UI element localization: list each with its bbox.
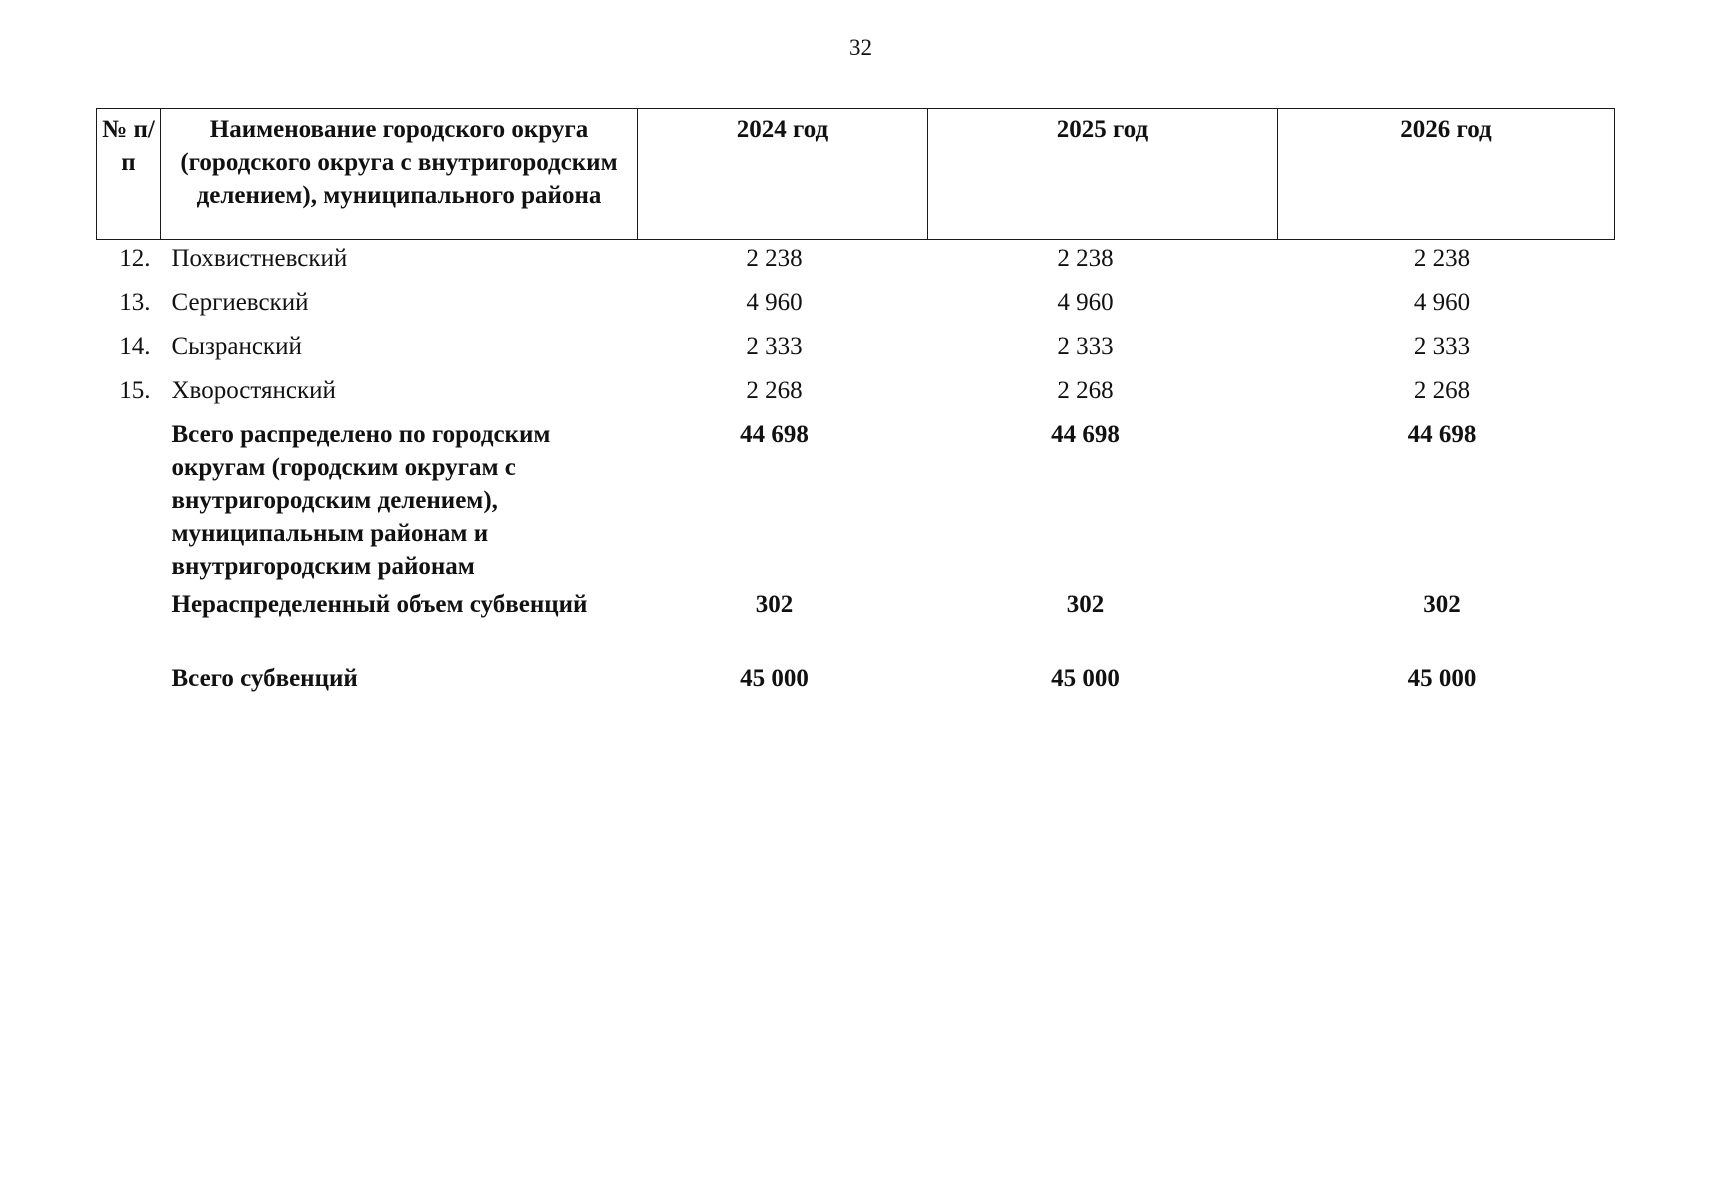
total-value-2024: 44 698 [740,421,809,448]
grand-total-value-2025: 45 000 [1051,665,1120,692]
row-value-2024: 2 238 [746,245,803,272]
row-value-2025: 2 333 [1057,333,1114,360]
grand-total-label: Всего субвенций [171,665,358,692]
table-row [97,330,1615,374]
row-name: Сергиевский [171,289,309,316]
row-value-2025: 4 960 [1057,289,1114,316]
header-2026: 2026 год [1278,109,1615,240]
row-value-2024: 2 268 [746,377,803,404]
row-value-2026: 4 960 [1413,289,1471,316]
header-name: Наименование городского округа (городского округа с внутригородским делением), муниципального района [161,109,638,240]
table-body [97,240,1615,703]
row-number: 12. [119,245,151,272]
header-row [97,109,1615,240]
row-name: Сызранский [171,333,302,360]
row-value-2025: 2 238 [1057,245,1114,272]
row-value-2026: 2 268 [1413,377,1471,404]
page-number: 32 [849,35,872,60]
grand-total-row [97,662,1615,702]
row-number: 14. [119,333,151,360]
total-value-2025: 44 698 [1051,421,1120,448]
undistributed-value-2025: 302 [1066,591,1105,618]
header-2024: 2024 год [638,109,928,240]
row-number: 15. [119,377,151,404]
table-row [97,240,1615,287]
subvention-table [96,108,1615,702]
row-name: Хворостянский [171,377,336,404]
undistributed-value-2024: 302 [755,591,794,618]
row-number: 13. [119,289,151,316]
row-number-empty [97,588,161,662]
undistributed-label: Нераспределенный объем субвенций [171,591,588,618]
row-name: Похвистневский [171,245,348,272]
table-row [97,286,1615,330]
grand-total-value-2026: 45 000 [1407,665,1477,692]
grand-total-value-2024: 45 000 [740,665,809,692]
row-value-2026: 2 238 [1413,245,1471,272]
row-number-empty [97,418,161,588]
row-value-2026: 2 333 [1413,333,1471,360]
table-header [97,109,1615,240]
row-value-2024: 4 960 [746,289,803,316]
header-number: № п/п [97,109,161,240]
undistributed-row [97,588,1615,662]
undistributed-value-2026: 302 [1423,591,1461,618]
row-number-empty [97,662,161,702]
total-label: Всего распределено по городским округам (городским округам с внутригородским делением), муниципальным районам и внутригородским районам [171,421,551,580]
header-2025: 2025 год [928,109,1278,240]
row-value-2024: 2 333 [746,333,803,360]
total-value-2026: 44 698 [1407,421,1477,448]
total-distributed-row [97,418,1615,588]
row-value-2025: 2 268 [1057,377,1114,404]
table-row [97,374,1615,418]
